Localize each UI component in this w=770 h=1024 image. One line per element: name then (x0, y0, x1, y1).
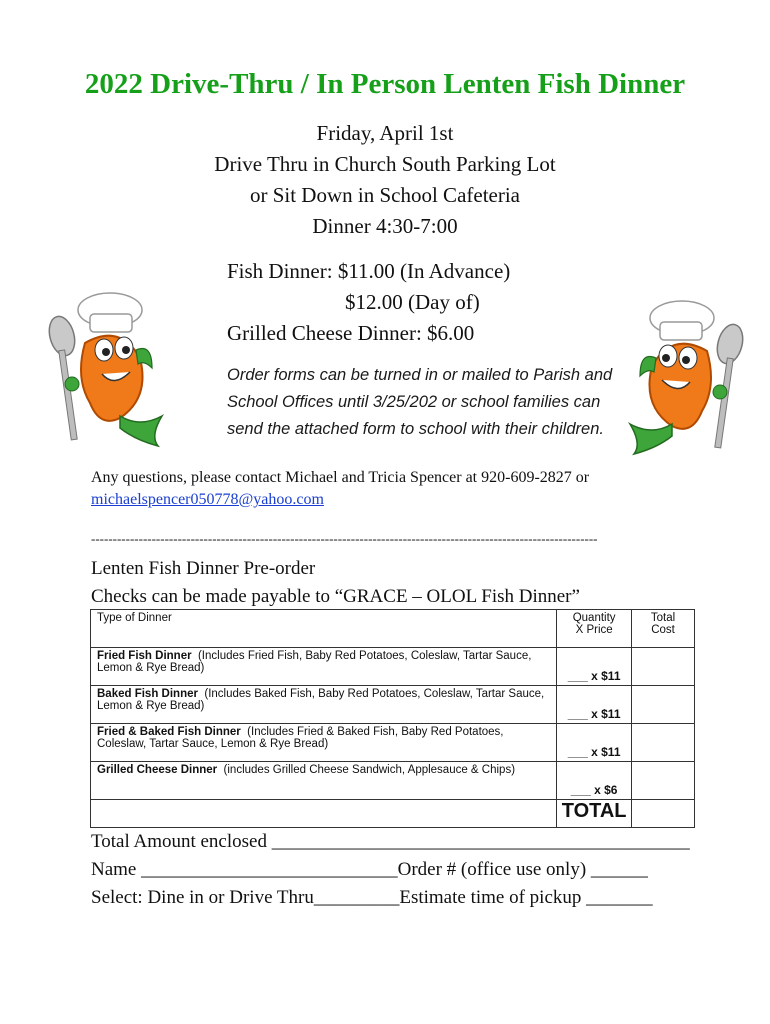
row-desc: (Includes Fried Fish, Baby Red Potatoes, Coleslaw, Tartar Sauce, Lemon & Rye Bread) (97, 650, 532, 674)
header-quantity (557, 610, 632, 648)
table-total-row (91, 800, 695, 828)
event-location-1: Drive Thru in Church South Parking Lot (214, 152, 556, 176)
row-desc: (Includes Fried & Baked Fish, Baby Red Potatoes, Coleslaw, Tartar Sauce, Lemon & Rye Bread) (97, 726, 504, 750)
price-fish-day: $12.00 (Day of) (345, 290, 480, 314)
contact-email-link[interactable]: michaelspencer050778@yahoo.com (91, 491, 324, 508)
preorder-heading: Lenten Fish Dinner Pre-order (91, 558, 316, 579)
row-quantity-field[interactable]: ___ x $6 (557, 762, 632, 800)
contact-text: Any questions, please contact Michael and Tricia Spencer at 920-609-2827 or (91, 469, 590, 486)
order-table (90, 609, 695, 828)
row-name: Fried & Baked Fish Dinner (97, 726, 241, 738)
row-description (91, 686, 557, 724)
header-quantity-line2: X Price (575, 624, 613, 636)
event-details (0, 118, 770, 242)
table-row (91, 724, 695, 762)
order-form-fields (91, 828, 690, 912)
price-list (227, 256, 510, 349)
row-total-field[interactable] (632, 686, 695, 724)
header-total (632, 610, 695, 648)
header-total-line1: Total (650, 612, 676, 624)
contact-info (91, 467, 701, 511)
name-order-field[interactable]: Name ___________________________Order # (office use only) ______ (91, 859, 648, 880)
total-spacer (91, 800, 557, 828)
row-desc: (includes Grilled Cheese Sandwich, Applesauce & Chips) (223, 764, 516, 776)
preorder-heading-block (91, 555, 580, 611)
chef-fish-icon (622, 296, 752, 456)
event-date: Friday, April 1st (316, 121, 454, 145)
row-name: Grilled Cheese Dinner (97, 764, 218, 776)
total-amount-field[interactable]: Total Amount enclosed ____________________________________________ (91, 831, 690, 852)
row-total-field[interactable] (632, 762, 695, 800)
row-quantity-field[interactable]: ___ x $11 (557, 724, 632, 762)
row-description (91, 762, 557, 800)
row-quantity-field[interactable]: ___ x $11 (557, 648, 632, 686)
table-row (91, 686, 695, 724)
price-fish-advance: Fish Dinner: $11.00 (In Advance) (227, 259, 511, 283)
row-description (91, 648, 557, 686)
dine-select-field[interactable]: Select: Dine in or Drive Thru_________Estimate time of pickup _______ (91, 887, 653, 908)
row-quantity-field[interactable]: ___ x $11 (557, 686, 632, 724)
table-row (91, 762, 695, 800)
divider: --------------------------------------------------------------------------------------------------------------------- (91, 531, 598, 546)
page-title: 2022 Drive-Thru / In Person Lenten Fish Dinner (84, 68, 686, 100)
table-row (91, 648, 695, 686)
row-description (91, 724, 557, 762)
row-name: Baked Fish Dinner (97, 688, 198, 700)
event-location-2: or Sit Down in School Cafeteria (249, 183, 521, 207)
header-type: Type of Dinner (91, 610, 557, 648)
order-note: Order forms can be turned in or mailed to Parish and School Offices until 3/25/202 or school families can send the attached form to school with their children. (227, 366, 613, 438)
row-desc: (Includes Baked Fish, Baby Red Potatoes, Coleslaw, Tartar Sauce, Lemon & Rye Bread) (97, 688, 545, 712)
row-total-field[interactable] (632, 648, 695, 686)
total-label: TOTAL (557, 800, 632, 828)
header-total-line2: Cost (651, 624, 675, 636)
header-quantity-line1: Quantity (572, 612, 616, 624)
price-grilled-cheese: Grilled Cheese Dinner: $6.00 (227, 321, 475, 345)
row-name: Fried Fish Dinner (97, 650, 192, 662)
table-header-row (91, 610, 695, 648)
chef-fish-icon (40, 288, 170, 448)
checks-payable: Checks can be made payable to “GRACE – OLOL Fish Dinner” (91, 586, 580, 607)
event-time: Dinner 4:30-7:00 (312, 214, 458, 238)
row-total-field[interactable] (632, 724, 695, 762)
grand-total-field[interactable] (632, 800, 695, 828)
